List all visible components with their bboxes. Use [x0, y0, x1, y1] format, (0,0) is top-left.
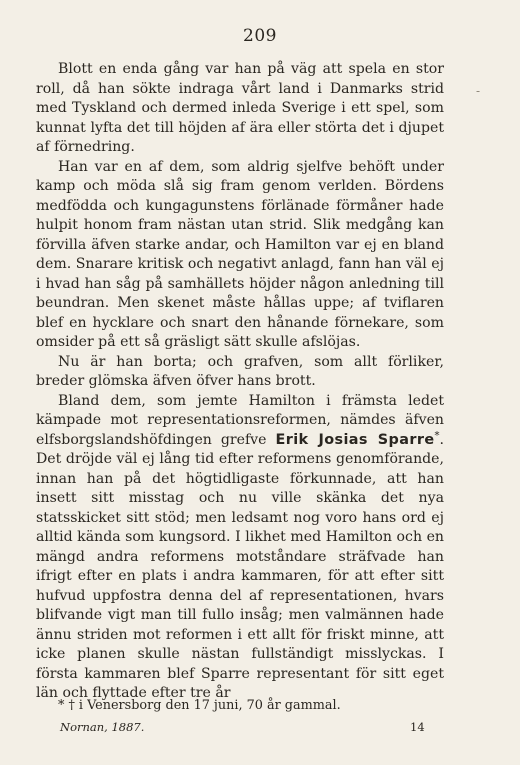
margin-mark: -: [476, 84, 481, 98]
footnote-reference: *: [434, 429, 440, 441]
sheet-number: 14: [410, 720, 425, 734]
page-number: 209: [243, 26, 277, 46]
paragraph-3: Nu är han borta; och grafven, som allt förliker, breder glömska äfven öfver hans brott.: [36, 353, 444, 389]
footnote: * † i Venersborg den 17 juni, 70 år gammal.: [58, 698, 341, 713]
paragraph-4: [36, 392, 444, 704]
publication-signature: Nornan, 1887.: [60, 720, 145, 734]
person-name: Erik Josias Sparre: [275, 431, 435, 448]
paragraph-1: Blott en enda gång var han på väg att spela en stor roll, då han sökte indraga vårt land i Danmarks strid med Tyskland och dermed inleda Sverige i ett spel, som kunnat lyfta det till höjden af ära eller störta det i djupet af förnedring.: [36, 61, 444, 155]
body-text: [36, 60, 444, 704]
paragraph-2: Han var en af dem, som aldrig sjelfve behöft under kamp och möda slå sig fram genom verlden. Bördens medfödda och kungagunstens förlänade förmåner hade hulpit honom fram nästan utan strid. Slik medgång kan förvilla äfven starke andar, och Hamilton var ej en bland dem. Snarare kritisk och negativt anlagd, fann han väl ej i hvad han såg på samhällets höjder någon anledning till beundran. Men skenet måste hållas uppe; af tviflaren blef en hycklare och snart den hånande förnekare, som omsider på ett så gräsligt sätt skulle afslöjas.: [36, 158, 444, 350]
paragraph-4-body: . Det dröjde väl ej lång tid efter reformens genomförande, innan han på det högtidligaste förkunnade, att han insett sitt misstag och nu ville skänka det nya statsskicket sitt stöd; men ledsamt nog voro hans ord ej alltid kända som kungsord. I likhet med Hamilton och en mängd andra reformens motståndare sträfvade han ifrigt efter en plats i andra kammaren, för att efter sitt hufvud uppfostra denna del af representationen, hvars blifvande vigt man till fullo insåg; men valmännen hade ännu striden mot reformen i ett allt för friskt minne, att icke planen skulle nästan fullständigt misslyckas. I första kammaren blef Sparre representant för sitt eget län och flyttade efter tre år: [36, 431, 444, 701]
paragraph-4-intro: Bland dem, som jemte Hamilton i främsta ledet kämpade mot representationsreformen, nämdes äfven elfsborgslandshöfdingen grefve: [36, 392, 444, 448]
